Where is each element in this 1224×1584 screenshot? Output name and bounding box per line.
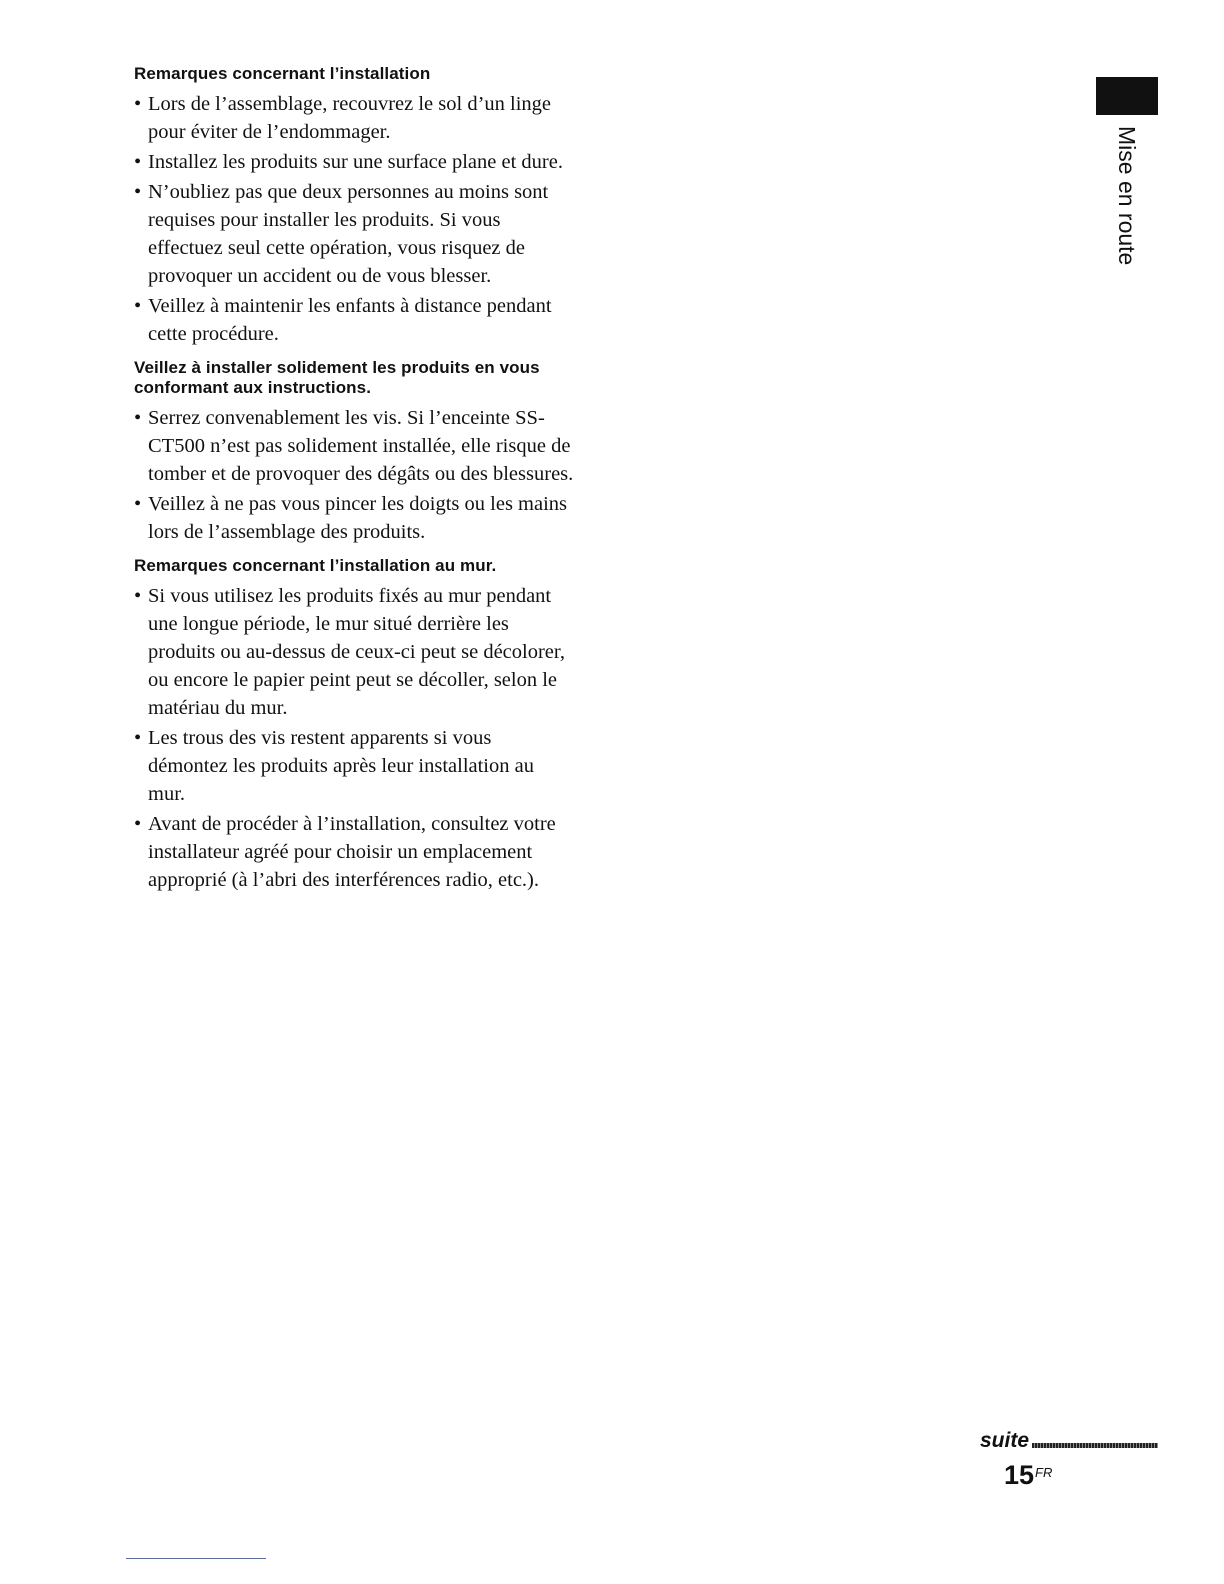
list-item: • Veillez à ne pas vous pincer les doigts ou les mains lors de l’assemblage des produits. [134,490,574,546]
continued-label: suite [980,1429,1030,1452]
bullet-icon: • [134,585,142,607]
section-heading: Veillez à installer solidement les produits en vous conformant aux instructions. [134,358,540,397]
bullet-icon: • [134,727,142,749]
list-item: • Lors de l’assemblage, recouvrez le sol d’un linge pour éviter de l’endommager. [134,90,574,146]
page-number-value: 15 [1004,1460,1035,1490]
bullet-icon: • [134,407,142,429]
continued-indicator [980,1428,1158,1454]
chapter-tab-label: Mise en route [1114,126,1140,266]
list-item: • N’oubliez pas que deux personnes au moins sont requises pour installer les produits. Si vous effectuez seul cette opération, vous risquez de provoquer un accident ou de vous blesser. [134,178,574,290]
page-language-suffix: FR [1035,1465,1053,1480]
list-item: • Les trous des vis restent apparents si vous démontez les produits après leur installation au mur. [134,724,574,808]
section-wall-installation-notes [134,556,574,894]
section-installation-notes [134,64,574,348]
bullet-icon: • [134,93,142,115]
list-item: • Installez les produits sur une surface plane et dure. [134,148,574,176]
main-text-column [134,64,574,904]
page-number [1004,1460,1052,1490]
section-heading: Remarques concernant l’installation au mur. [134,556,497,575]
continued-bar [1032,1443,1158,1448]
bullet-list [134,90,574,348]
bullet-icon: • [134,813,142,835]
section-secure-installation [134,358,574,546]
bullet-list [134,404,574,546]
list-item: • Avant de procéder à l’installation, consultez votre installateur agréé pour choisir un emplacement approprié (à l’abri des interférences radio, etc.). [134,810,574,894]
bullet-icon: • [134,295,142,317]
bullet-icon: • [134,493,142,515]
bullet-icon: • [134,151,142,173]
list-item: • Veillez à maintenir les enfants à distance pendant cette procédure. [134,292,574,348]
bullet-list [134,582,574,894]
bullet-icon: • [134,181,142,203]
bottom-rule [126,1558,266,1559]
section-heading: Remarques concernant l’installation [134,64,431,83]
list-item: • Serrez convenablement les vis. Si l’enceinte SS-CT500 n’est pas solidement installée, elle risque de tomber et de provoquer des dégâts ou des blessures. [134,404,574,488]
chapter-tab-marker [1096,77,1158,115]
list-item: • Si vous utilisez les produits fixés au mur pendant une longue période, le mur situé derrière les produits ou au-dessus de ceux-ci peut se décolorer, ou encore le papier peint peut se décoller, selon le matériau du mur. [134,582,574,722]
